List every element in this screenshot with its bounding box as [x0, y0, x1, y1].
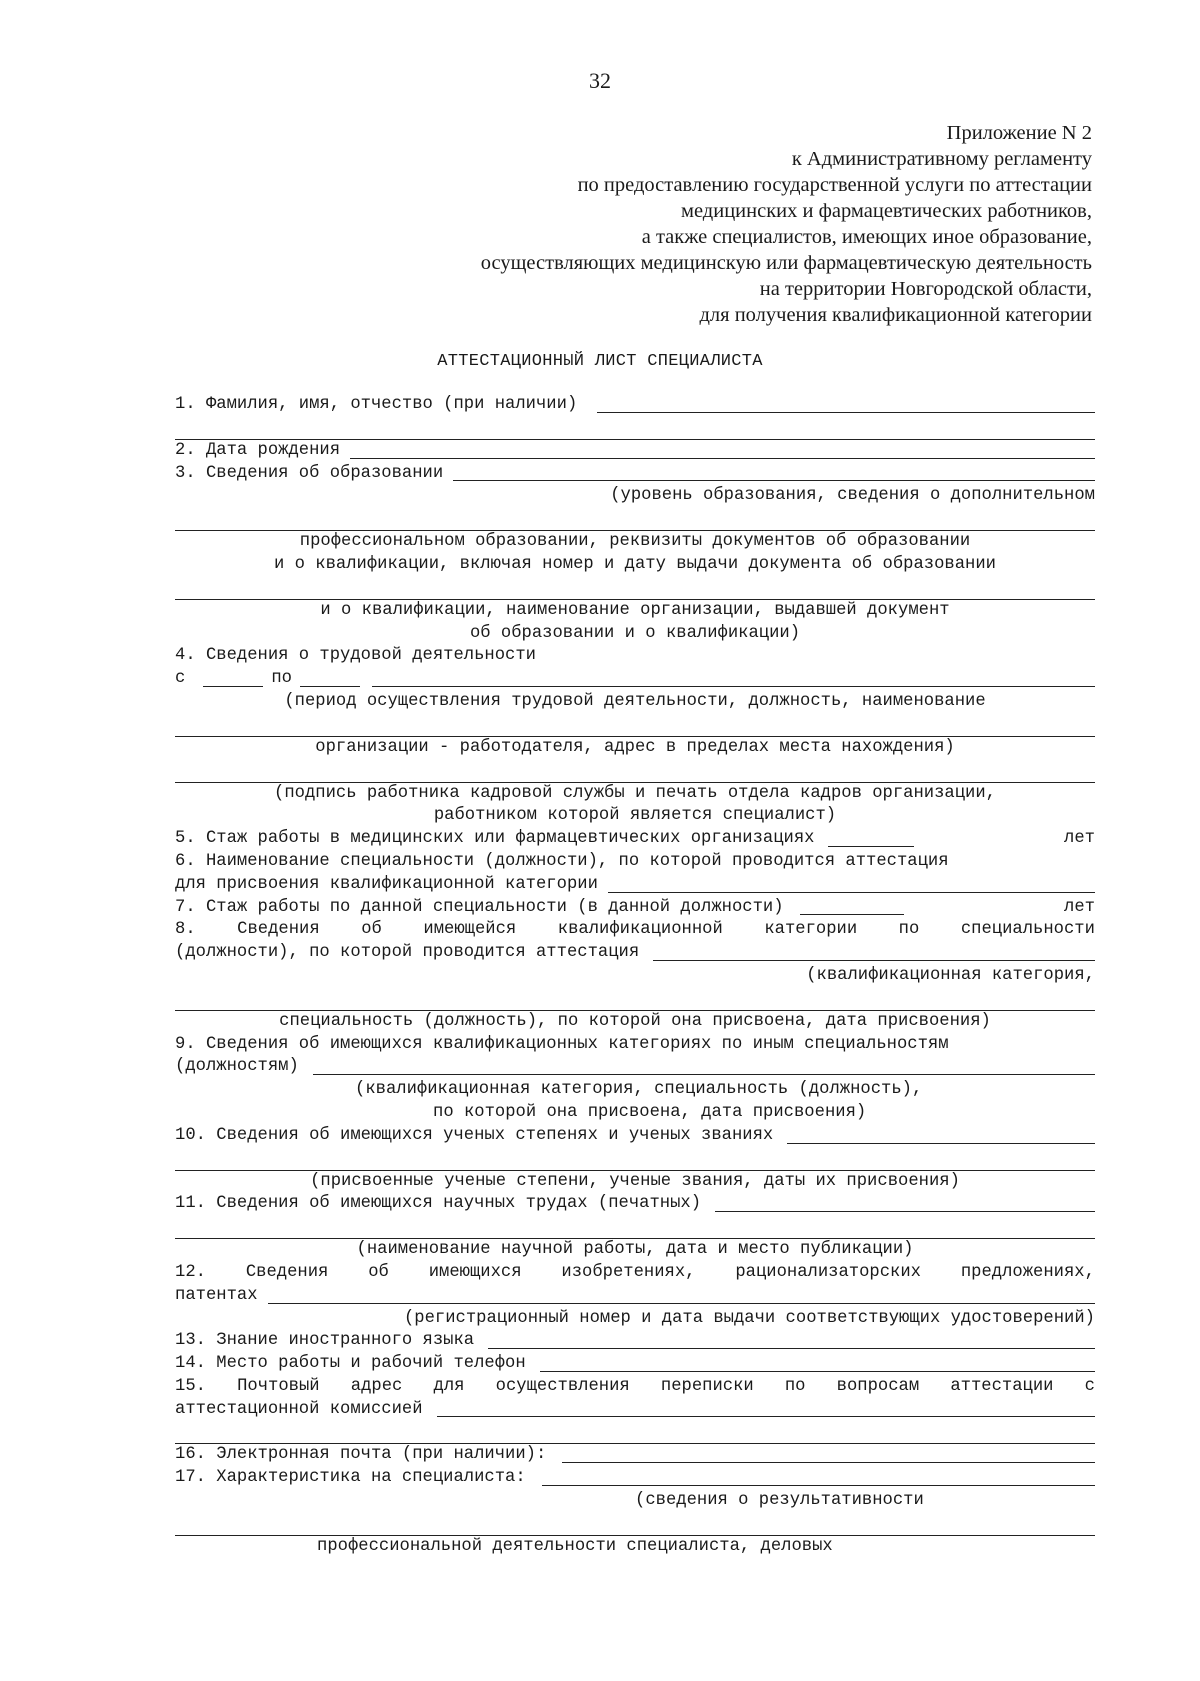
field-label: патентах — [175, 1285, 258, 1305]
field-label: 9. Сведения об имеющихся квалификационных категориях по иным специальностям — [175, 1034, 949, 1054]
hint-text: профессиональном образовании, реквизиты документов об образовании — [299, 532, 971, 552]
word: 15. — [175, 1376, 206, 1396]
word: рационализаторских — [735, 1262, 921, 1282]
word: Почтовый — [237, 1376, 320, 1396]
blank-line[interactable] — [175, 1513, 1095, 1536]
word: по — [898, 920, 920, 940]
word: по — [784, 1376, 806, 1396]
word: для — [433, 1376, 465, 1396]
field-label: 17. Характеристика на специалиста: — [175, 1468, 526, 1488]
word: осуществления — [495, 1376, 630, 1396]
field-birth-date — [175, 440, 1095, 463]
field-label: 7. Стаж работы по данной специальности (в данной должности) — [175, 897, 784, 917]
field-workplace-phone — [175, 1353, 1095, 1376]
field-label-justified — [175, 1262, 1095, 1285]
field-academic-degrees — [175, 1125, 1095, 1148]
appendix-line: Приложение N 2 — [946, 122, 1092, 144]
word: предложениях, — [960, 1262, 1095, 1282]
hint-text: (регистрационный номер и дата выдачи соответствующих удостоверений) — [403, 1308, 1095, 1328]
appendix-line: а также специалистов, имеющих иное образование, — [641, 226, 1092, 248]
page-number: 32 — [589, 68, 611, 93]
appendix-line: для получения квалификационной категории — [699, 304, 1092, 326]
appendix-line: осуществляющих медицинскую или фармацевтическую деятельность — [480, 252, 1092, 274]
word: Сведения — [237, 920, 320, 940]
patents-input[interactable] — [268, 1286, 1095, 1304]
hint-text: (период осуществления трудовой деятельности, должность, наименование — [284, 691, 986, 711]
current-category-input[interactable] — [653, 943, 1095, 961]
word: вопросам — [836, 1376, 920, 1396]
field-current-category — [175, 942, 1095, 965]
word: 8. — [175, 920, 196, 940]
hint-text: профессиональной деятельности специалиста, деловых — [317, 1536, 833, 1556]
hint-text: (наименование научной работы, дата и место публикации) — [356, 1240, 914, 1260]
field-specialty — [175, 874, 1095, 897]
academic-degrees-input[interactable] — [787, 1126, 1095, 1144]
scientific-works-input[interactable] — [715, 1194, 1095, 1212]
field-label: (должности), по которой проводится аттестация — [175, 943, 640, 963]
field-experience-specialty — [175, 897, 1095, 920]
hint-text: (сведения о результативности — [635, 1491, 924, 1511]
field-label: 13. Знание иностранного языка — [175, 1331, 475, 1351]
blank-line[interactable] — [175, 760, 1095, 783]
hint-text: работником которой является специалист) — [433, 806, 837, 826]
document-title: АТТЕСТАЦИОННЫЙ ЛИСТ СПЕЦИАЛИСТА — [437, 352, 763, 371]
blank-line[interactable] — [175, 714, 1095, 737]
field-label-justified — [175, 919, 1095, 942]
hint-text: и о квалификации, включая номер и дату выдачи документа об образовании — [274, 554, 996, 574]
word: 12. — [175, 1262, 206, 1282]
word: об — [361, 920, 382, 940]
education-input[interactable] — [453, 463, 1095, 481]
blank-line[interactable] — [175, 508, 1095, 531]
hint-text: (уровень образования, сведения о дополнительном — [610, 486, 1095, 506]
field-label: 5. Стаж работы в медицинских или фармацевтических организациях — [175, 829, 815, 849]
field-label: 1. Фамилия, имя, отчество (при наличии) — [175, 395, 578, 414]
field-label: 10. Сведения об имеющихся ученых степенях и ученых званиях — [175, 1125, 774, 1145]
appendix-header — [332, 120, 1092, 328]
field-foreign-language — [175, 1330, 1095, 1353]
birth-date-input[interactable] — [350, 441, 1095, 459]
blank-line[interactable] — [175, 1216, 1095, 1239]
word: переписки — [660, 1376, 754, 1396]
field-label: 16. Электронная почта (при наличии): — [175, 1445, 547, 1465]
word: категории — [764, 920, 858, 940]
years-unit: лет — [1064, 829, 1095, 849]
field-label: 14. Место работы и рабочий телефон — [175, 1354, 526, 1374]
other-categories-input[interactable] — [313, 1057, 1095, 1075]
hint-text: (квалификационная категория, специальность (должность), — [355, 1080, 923, 1100]
blank-line[interactable] — [175, 1148, 1095, 1171]
hint-text: и о квалификации, наименование организации, выдавшей документ — [320, 600, 950, 620]
blank-line[interactable] — [175, 1421, 1095, 1444]
hint-text: специальность (должность), по которой она присвоена, дата присвоения) — [279, 1011, 991, 1031]
to-label: по — [271, 669, 292, 689]
field-full-name — [175, 394, 1095, 417]
field-scientific-works — [175, 1193, 1095, 1216]
appendix-line: медицинских и фармацевтических работников, — [681, 200, 1092, 222]
appendix-line: к Административному регламенту — [791, 148, 1092, 170]
field-label: 4. Сведения о трудовой деятельности — [175, 646, 536, 666]
experience-medical-input[interactable] — [828, 829, 914, 847]
hint-text: (присвоенные ученые степени, ученые звания, даты их присвоения) — [310, 1171, 960, 1191]
blank-line[interactable] — [175, 417, 1095, 440]
period-from-input[interactable] — [203, 669, 263, 687]
email-input[interactable] — [562, 1445, 1095, 1463]
hint-text: организации - работодателя, адрес в пределах места нахождения) — [315, 737, 955, 757]
hint-text: (квалификационная категория, — [806, 965, 1095, 985]
hint-text: (подпись работника кадровой службы и печать отдела кадров организации, — [274, 783, 996, 803]
field-characteristics — [175, 1467, 1095, 1490]
word: имеющейся — [423, 920, 517, 940]
field-label-justified — [175, 1376, 1095, 1399]
hint-text: по которой она присвоена, дата присвоения) — [433, 1102, 867, 1122]
period-to-input[interactable] — [300, 669, 360, 687]
attestation-form — [175, 394, 1095, 1559]
field-postal-address — [175, 1399, 1095, 1422]
workplace-phone-input[interactable] — [540, 1354, 1095, 1372]
field-other-categories — [175, 1056, 1095, 1079]
field-experience-medical — [175, 828, 1095, 851]
blank-line[interactable] — [175, 988, 1095, 1011]
field-patents — [175, 1285, 1095, 1308]
word: специальности — [960, 920, 1095, 940]
word: адрес — [350, 1376, 403, 1396]
field-education — [175, 463, 1095, 486]
field-email — [175, 1444, 1095, 1467]
word: квалификационной — [557, 920, 723, 940]
specialty-input[interactable] — [608, 875, 1095, 893]
word: об — [368, 1262, 389, 1282]
years-unit: лет — [1064, 897, 1095, 917]
appendix-line: по предоставлению государственной услуги по аттестации — [577, 174, 1092, 196]
blank-line[interactable] — [175, 577, 1095, 600]
field-label: аттестационной комиссией — [175, 1399, 423, 1419]
word: имеющихся — [428, 1262, 522, 1282]
hint-text: об образовании и о квалификации) — [469, 623, 801, 643]
field-work-period — [175, 668, 1095, 691]
from-label: с — [175, 669, 186, 689]
field-label: для присвоения квалификационной категории — [175, 874, 598, 894]
word: с — [1084, 1376, 1095, 1396]
word: изобретениях, — [561, 1262, 696, 1282]
appendix-line: на территории Новгородской области, — [759, 278, 1092, 300]
word: аттестации — [950, 1376, 1054, 1396]
characteristics-input[interactable] — [542, 1468, 1095, 1486]
work-details-input[interactable] — [372, 669, 1095, 687]
word: Сведения — [245, 1262, 329, 1282]
field-label: (должностям) — [175, 1057, 299, 1077]
field-label: 11. Сведения об имеющихся научных трудах (печатных) — [175, 1194, 702, 1214]
field-label: 2. Дата рождения — [175, 440, 341, 460]
experience-specialty-input[interactable] — [800, 897, 904, 915]
foreign-language-input[interactable] — [488, 1331, 1095, 1349]
field-label: 6. Наименование специальности (должности), по которой проводится аттестация — [175, 851, 949, 871]
full-name-input[interactable] — [597, 395, 1095, 413]
field-label: 3. Сведения об образовании — [175, 463, 444, 483]
postal-address-input[interactable] — [437, 1399, 1095, 1417]
